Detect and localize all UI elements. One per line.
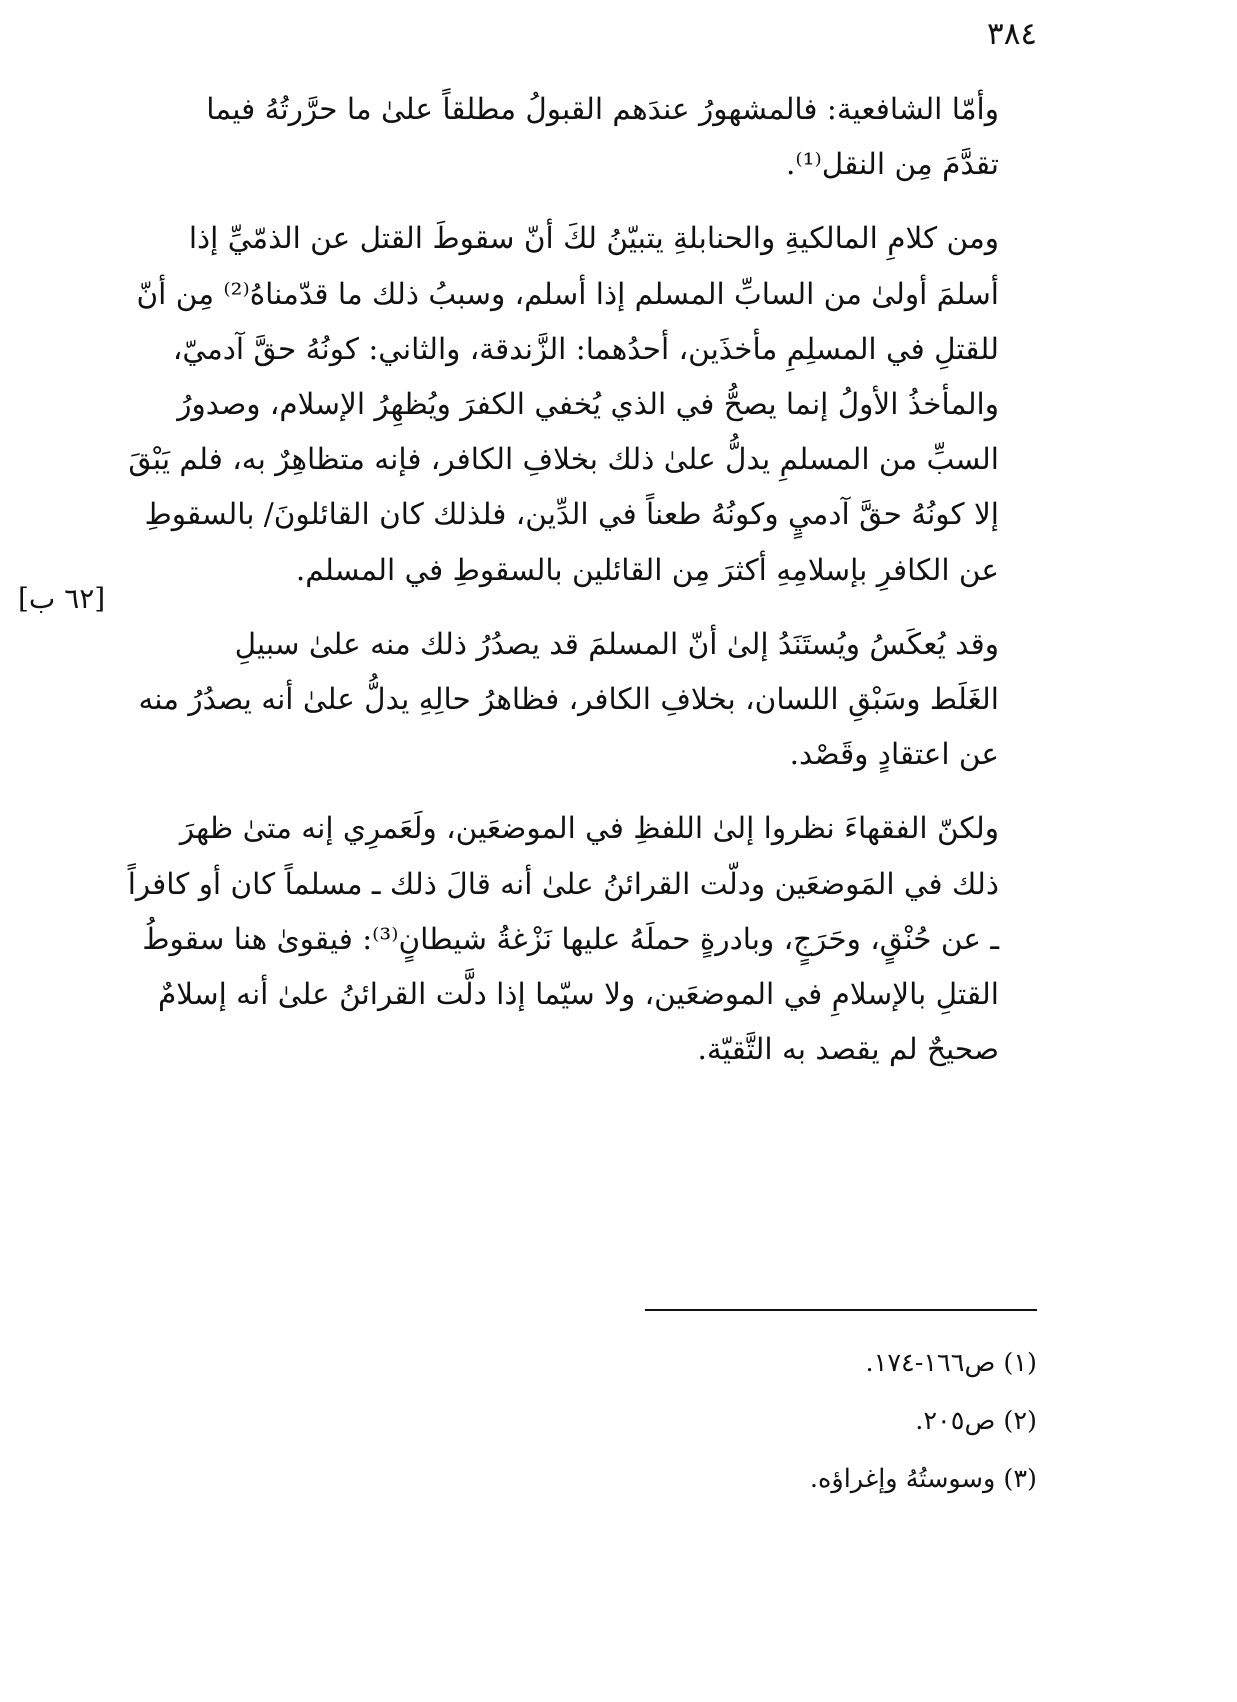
paragraph-reverse-argument (116, 617, 1037, 783)
text-line: صحيحٌ لم يقصد به التَّقيّة. (697, 1032, 999, 1067)
text-line: السبِّ من المسلمِ يدلُّ علىٰ ذلك بخلافِ الكافر، فإنه متظاهِرٌ به، فلم يَبْقَ (128, 442, 999, 477)
text-line: وأمّا الشافعية: فالمشهورُ عندَهم القبولُ مطلقاً علىٰ ما حرَّرتُهُ فيما (206, 92, 999, 126)
text-line: للقتلِ في المسلِمِ مأخذَين، أحدُهما: الزَّندقة، والثاني: كونُهُ حقَّ آدميّ، (172, 331, 999, 366)
text-line: القتلِ بالإسلامِ في الموضعَين، ولا سيّما إذا دلَّت القرائنُ علىٰ أنه إسلامٌ (158, 977, 999, 1012)
text-line: ذلك في المَوضعَين ودلّت القرائنُ علىٰ أنه قالَ ذلك ـ مسلماً كان أو كافراً (127, 866, 999, 901)
text-line: ومن كلامِ المالكيةِ والحنابلةِ يتبيّنُ لكَ أنّ سقوطَ القتل عن الذمّيِّ إذا (188, 221, 999, 256)
paragraph-jurists-view (116, 801, 1037, 1077)
page-number: ٣٨٤ (987, 16, 1037, 52)
text-line: الغَلَط وسَبْقِ اللسان، بخلافِ الكافر، فظاهرُ حالِهِ يدلُّ علىٰ أنه يصدُرُ منه (138, 682, 999, 717)
footnote-divider (645, 1309, 1037, 1311)
main-text-body (116, 82, 1037, 1077)
paragraph-maliki-hanbali (116, 211, 1037, 597)
text-line: ـ عن حُنْقٍ، وحَرَجٍ، وبادرةٍ حملَهُ عليها نَزْغةُ شيطانٍ⁽³⁾: فيقوىٰ هنا سقوطُ (142, 921, 999, 956)
text-line: وقد يُعكَسُ ويُستَنَدُ إلىٰ أنّ المسلمَ قد يصدُرُ ذلك منه علىٰ سبيلِ (234, 626, 999, 661)
footnote-item: (١) ص١٦٦-١٧٤. (865, 1348, 1037, 1378)
footnote-item: (٢) ص٢٠٥. (915, 1406, 1037, 1436)
margin-reference-note: [٦٢ ب] (18, 582, 106, 615)
paragraph-shafii (116, 82, 1037, 192)
text-line: والمأخذُ الأولُ إنما يصحُّ في الذي يُخفي الكفرَ ويُظهِرُ الإسلام، وصدورُ (177, 387, 999, 422)
footnotes-list (520, 1334, 1037, 1508)
text-line: إلا كونُهُ حقَّ آدميٍ وكونُهُ طعناً في الدِّين، فلذلك كان القائلونَ/ بالسقوطِ (144, 497, 999, 532)
text-line: عن الكافرِ بإسلامِهِ أكثرَ مِن القائلين بالسقوطِ في المسلم. (295, 552, 999, 587)
text-line: أسلمَ أولىٰ من السابِّ المسلم إذا أسلم، وسببُ ذلك ما قدّمناهُ⁽²⁾ مِن أنّ (136, 276, 999, 311)
text-line: تقدَّمَ مِن النقل⁽¹⁾. (786, 147, 999, 182)
footnote-item: (٣) وسوستُهُ وإغراؤه. (809, 1464, 1037, 1494)
text-line: ولكنّ الفقهاءَ نظروا إلىٰ اللفظِ في الموضعَين، ولَعَمرِي إنه متىٰ ظهرَ (179, 811, 999, 846)
text-line: عن اعتقادٍ وقَصْد. (789, 737, 999, 772)
